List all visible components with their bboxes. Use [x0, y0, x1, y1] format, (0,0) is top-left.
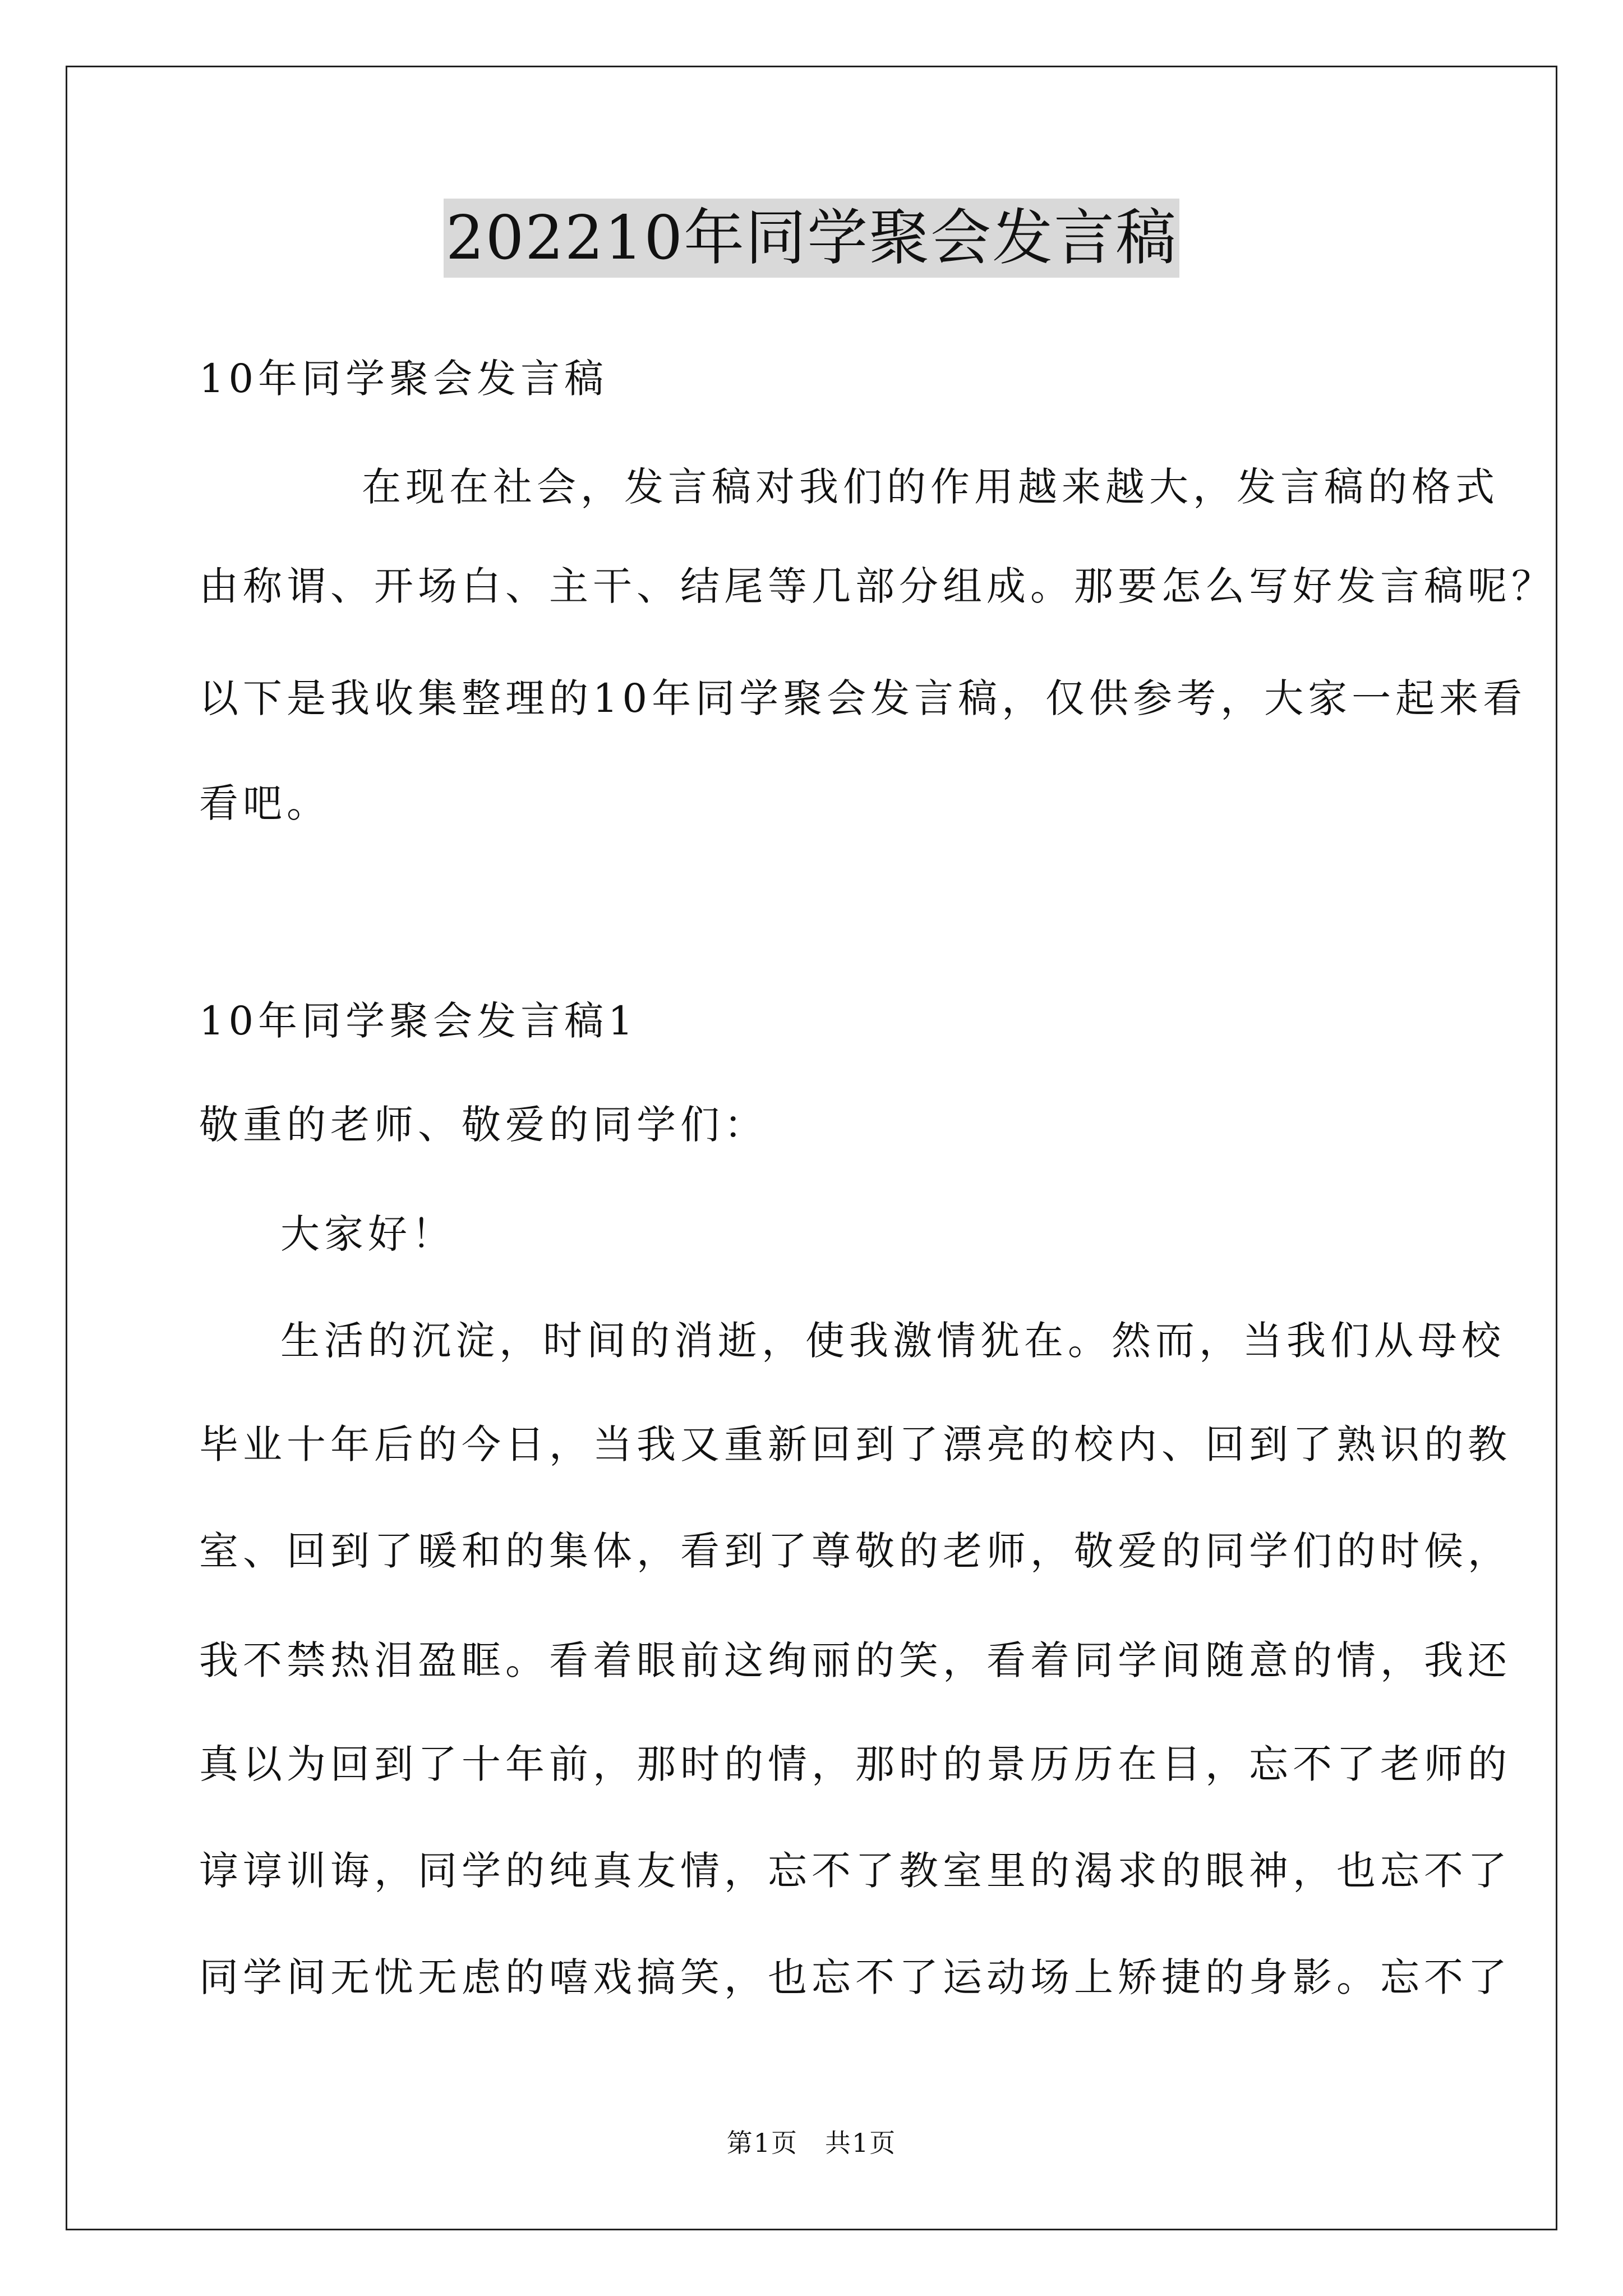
paragraph-line: 谆谆训诲，同学的纯真友情，忘不了教室里的渴求的眼神，也忘不了	[199, 1848, 1511, 1894]
paragraph-line: 室、回到了暖和的集体，看到了尊敬的老师，敬爱的同学们的时候，	[199, 1528, 1511, 1574]
paragraph-line: 同学间无忧无虑的嘻戏搞笑，也忘不了运动场上矫捷的身影。忘不了	[199, 1954, 1511, 2000]
intro-heading: 10年同学聚会发言稿	[199, 356, 608, 402]
document-title-text: 202210年同学聚会发言稿	[444, 199, 1179, 278]
greeting: 大家好！	[280, 1211, 455, 1257]
paragraph-line: 毕业十年后的今日，当我又重新回到了漂亮的校内、回到了熟识的教	[199, 1421, 1511, 1467]
paragraph-line: 在现在社会，发言稿对我们的作用越来越大，发言稿的格式	[362, 464, 1499, 510]
page-footer: 第1页 共1页	[726, 2128, 897, 2158]
document-title	[0, 199, 1623, 278]
salutation: 敬重的老师、敬爱的同学们：	[199, 1102, 768, 1148]
paragraph-line: 生活的沉淀，时间的消逝，使我激情犹在。然而，当我们从母校	[280, 1318, 1505, 1364]
paragraph-line: 真以为回到了十年前，那时的情，那时的景历历在目，忘不了老师的	[199, 1741, 1511, 1787]
section-heading: 10年同学聚会发言稿1	[199, 998, 638, 1044]
paragraph-line: 由称谓、开场白、主干、结尾等几部分组成。那要怎么写好发言稿呢？	[199, 563, 1555, 609]
paragraph-line: 我不禁热泪盈眶。看着眼前这绚丽的笑，看着同学间随意的情，我还	[199, 1637, 1511, 1683]
paragraph-line: 以下是我收集整理的10年同学聚会发言稿，仅供参考，大家一起来看	[199, 675, 1527, 721]
paragraph-line: 看吧。	[199, 780, 330, 826]
